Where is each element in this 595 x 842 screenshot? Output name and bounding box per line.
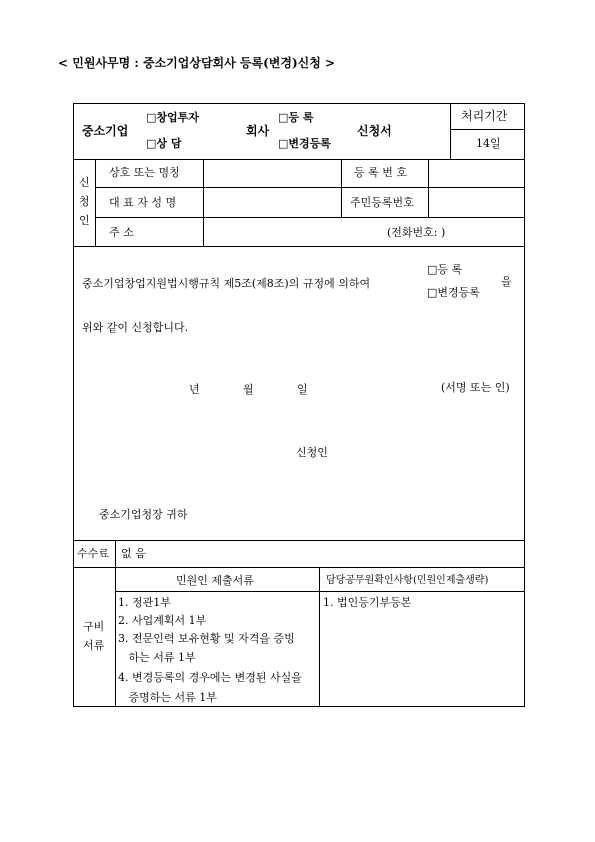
doc-item-2: 2. 사업계획서 1부	[118, 614, 207, 627]
divider	[95, 217, 525, 218]
doc-item-4-cont: 증명하는 서류 1부	[118, 691, 217, 704]
title-left: 중소기업	[82, 124, 129, 138]
submit-docs-header: 민원인 제출서류	[176, 574, 254, 587]
application-sentence: 중소기업창업지원법시행규칙 제5조(제8조)의 규정에 의하여	[82, 277, 371, 290]
representative-name-field[interactable]	[205, 189, 339, 215]
body-option-change[interactable]: □변경등록	[427, 286, 480, 299]
resident-id-field[interactable]	[430, 189, 523, 215]
address-field[interactable]	[205, 219, 385, 245]
divider	[73, 567, 525, 568]
divider	[115, 591, 525, 592]
registration-number-field[interactable]	[430, 161, 523, 185]
doc-item-4: 4. 변경등록의 경우에는 변경된 사실을	[118, 671, 302, 684]
doc-item-1: 1. 정관1부	[118, 596, 171, 609]
applicant-side-3: 인	[79, 214, 90, 227]
documents-side-1: 구비	[83, 620, 105, 633]
processing-period-label: 처리기간	[461, 109, 508, 123]
divider	[73, 540, 525, 541]
divider	[203, 159, 204, 247]
registration-number-label: 등 록 번 호	[354, 166, 407, 179]
fee-label: 수수료	[77, 547, 109, 560]
addressee: 중소기업청장 귀하	[99, 508, 188, 521]
option-startup-investment[interactable]: □창업투자	[146, 111, 199, 124]
phone-label: (전화번호: )	[387, 226, 446, 239]
divider	[319, 567, 320, 707]
divider	[428, 159, 429, 218]
divider	[73, 159, 525, 160]
body-option-registration[interactable]: □등 록	[427, 263, 463, 276]
title-mid: 회사	[246, 124, 270, 138]
divider	[73, 246, 525, 247]
option-registration[interactable]: □등 록	[278, 111, 314, 124]
business-name-field[interactable]	[205, 161, 339, 185]
documents-side-2: 서류	[83, 639, 105, 652]
signature-label: (서명 또는 인)	[441, 381, 510, 394]
resident-id-label: 주민등록번호	[350, 196, 414, 209]
application-sentence-2: 위와 같이 신청합니다.	[82, 321, 189, 334]
doc-item-3-cont: 하는 서류 1부	[118, 651, 196, 664]
divider	[450, 103, 451, 160]
official-item-1: 1. 법인등기부등본	[323, 596, 412, 609]
official-check-header: 담당공무원확인사항(민원인제출생략)	[326, 575, 489, 586]
divider	[95, 159, 96, 247]
business-name-label: 상호 또는 명칭	[109, 166, 180, 179]
date-year-label: 년	[189, 383, 200, 396]
option-change-registration[interactable]: □변경등록	[278, 137, 331, 150]
page-heading: < 민원사무명 : 중소기업상담회사 등록(변경)신청 >	[58, 56, 336, 70]
address-label: 주 소	[109, 226, 134, 239]
title-right: 신청서	[357, 124, 392, 138]
divider	[115, 540, 116, 707]
object-particle: 을	[501, 275, 512, 288]
applicant-side-2: 청	[79, 195, 90, 208]
applicant-side-1: 신	[79, 176, 90, 189]
date-day-label: 일	[297, 383, 308, 396]
divider	[95, 187, 525, 188]
fee-value: 없 음	[121, 547, 146, 560]
processing-period-value: 14일	[476, 137, 501, 150]
date-month-label: 월	[243, 383, 254, 396]
divider	[341, 159, 342, 218]
doc-item-3: 3. 전문인력 보유현황 및 자격을 증빙	[118, 632, 295, 645]
representative-name-label: 대 표 자 성 명	[109, 196, 177, 209]
divider	[450, 129, 525, 130]
applicant-signature-label: 신청인	[296, 446, 328, 459]
option-consulting[interactable]: □상 담	[146, 137, 182, 150]
